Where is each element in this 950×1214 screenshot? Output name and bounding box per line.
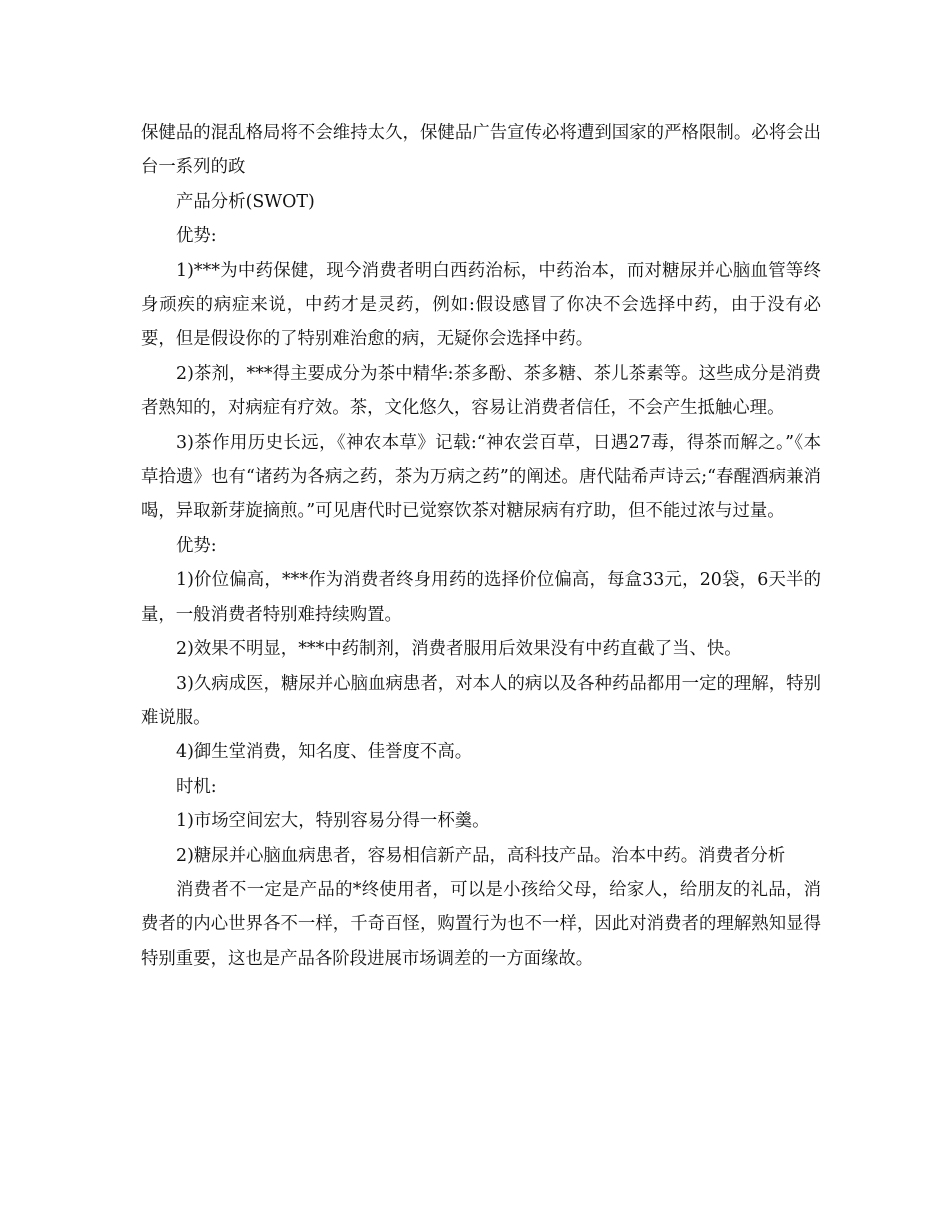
paragraph-consumer-analysis: 消费者不一定是产品的*终使用者，可以是小孩给父母，给家人，给朋友的礼品，消费者的内心世界各不一样，千奇百怪，购置行为也不一样，因此对消费者的理解熟知显得特别重要，这也是产品各阶段进展市场调差的一方面缘故。 — [141, 879, 821, 969]
paragraph-opportunity-1: 1)市场空间宏大，特别容易分得一杯羹。 — [176, 811, 490, 832]
document-body — [141, 116, 821, 976]
paragraph-opportunity-2: 2)糖尿并心脑血病患者，容易相信新产品，高科技产品。治本中药。消费者分析 — [176, 845, 786, 866]
paragraph-weakness-1: 1)价位偏高，***作为消费者终身用药的选择价位偏高，每盒33元，20袋，6天半的量，一般消费者特别难持续购置。 — [141, 570, 821, 625]
paragraph-policy: 保健品的混乱格局将不会维持太久，保健品广告宣传必将遭到国家的严格限制。必将会出台一系列的政 — [141, 123, 821, 178]
paragraph-strength-2: 2)茶剂，***得主要成分为茶中精华:茶多酚、茶多糖、茶儿茶素等。这些成分是消费者熟知的，对病症有疗效。茶，文化悠久，容易让消费者信任，不会产生抵触心理。 — [141, 363, 821, 419]
heading-product-analysis: 产品分析(SWOT) — [176, 191, 315, 212]
heading-opportunities: 时机: — [176, 776, 217, 797]
heading-strengths: 优势: — [176, 226, 217, 247]
paragraph-strength-1: 1)***为中药保健，现今消费者明白西药治标，中药治本，而对糖尿并心脑血管等终身顽疾的病症来说，中药才是灵药，例如:假设感冒了你决不会选择中药，由于没有必要，但是假设你的了特别难治愈的病，无疑你会选择中药。 — [141, 260, 821, 350]
paragraph-weakness-2: 2)效果不明显，***中药制剂，消费者服用后效果没有中药直截了当、快。 — [176, 639, 742, 660]
paragraph-weakness-4: 4)御生堂消费，知名度、佳誉度不高。 — [176, 742, 473, 763]
paragraph-strength-3: 3)茶作用历史长远，《神农本草》记载:“神农尝百草，日遇27毒，得茶而解之。”《本草拾遗》也有“诸药为各病之药，茶为万病之药”的阐述。唐代陆希声诗云;“春醒酒病兼消喝，异取新芽旋摘煎。”可见唐代时已觉察饮茶对糖尿病有疗助，但不能过浓与过量。 — [141, 432, 821, 522]
heading-weaknesses: 优势: — [176, 535, 217, 556]
paragraph-weakness-3: 3)久病成医，糖尿并心脑血病患者，对本人的病以及各种药品都用一定的理解，特别难说服。 — [141, 673, 821, 728]
